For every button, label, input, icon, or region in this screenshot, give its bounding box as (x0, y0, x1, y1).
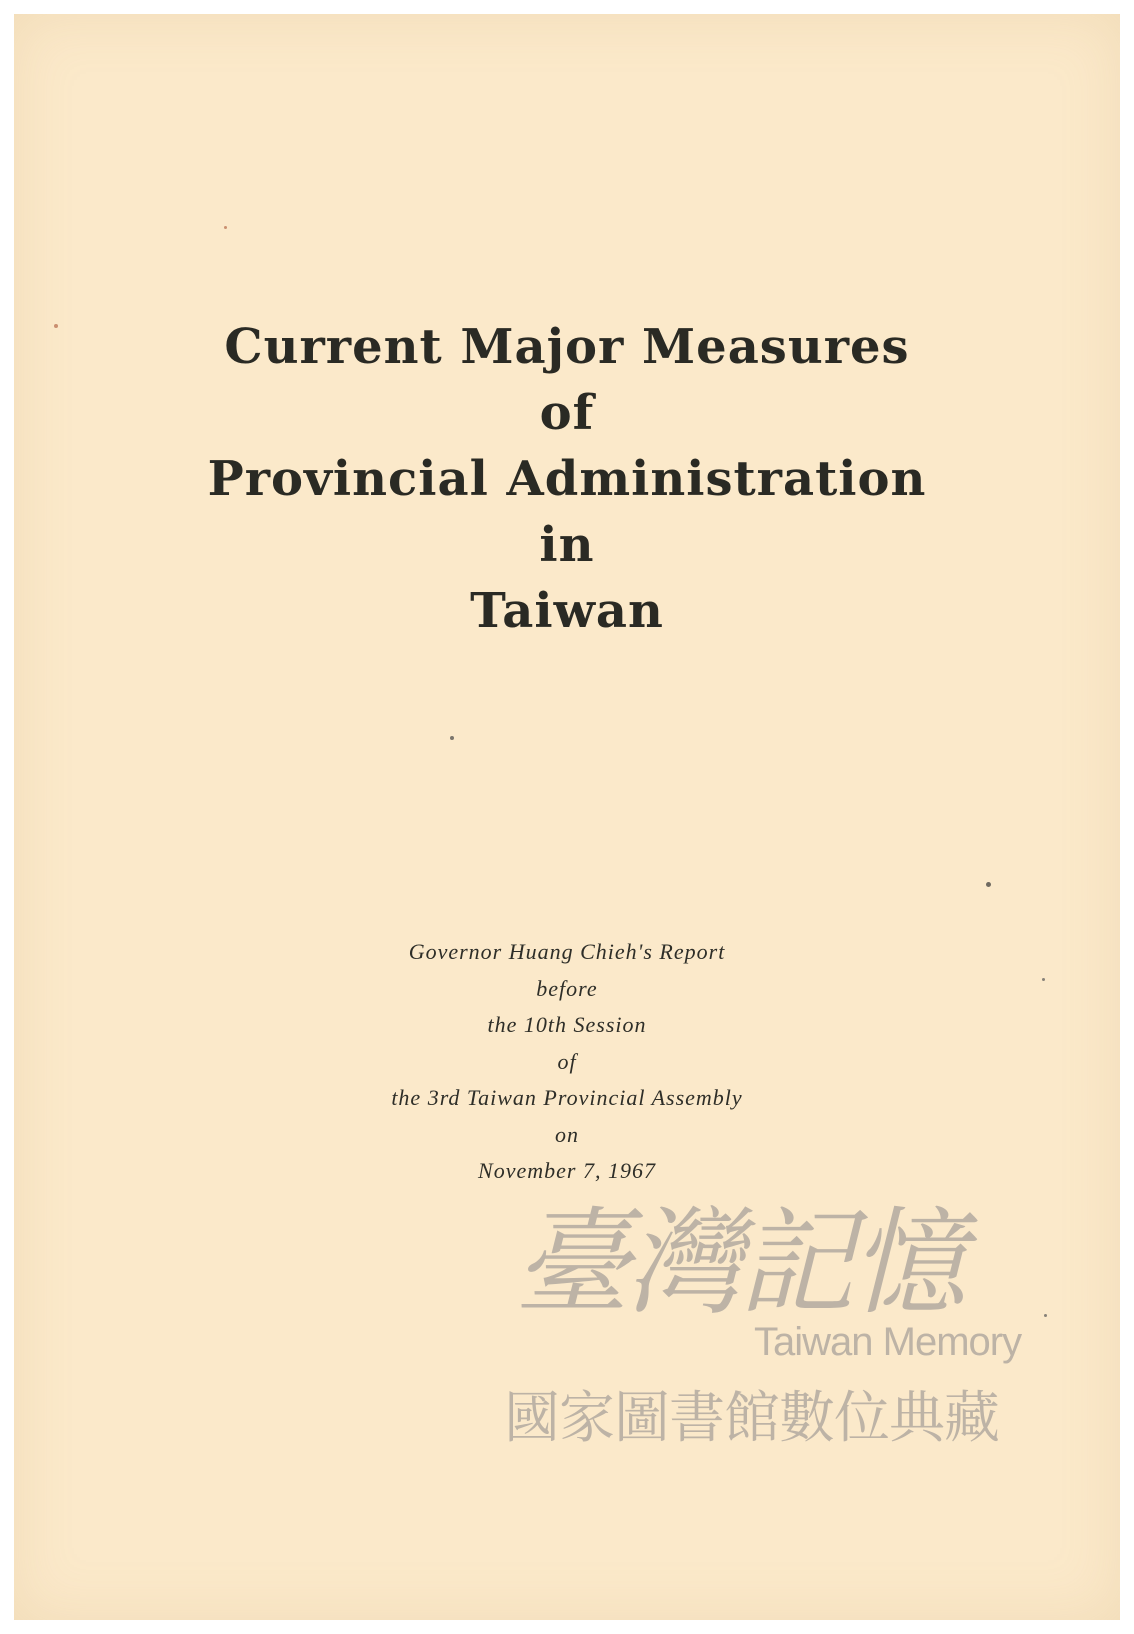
title-line-1: Current Major Measures (224, 319, 910, 375)
subtitle-line-3: the 10th Session (487, 1012, 647, 1037)
document-title (14, 314, 1120, 644)
paper-speck (224, 226, 227, 229)
paper-speck (1044, 1314, 1047, 1317)
title-line-5: Taiwan (470, 583, 664, 639)
document-page (14, 14, 1120, 1620)
paper-speck (1042, 978, 1045, 981)
watermark-chinese-main: 臺灣記憶 (514, 1196, 962, 1331)
subtitle-line-6: on (555, 1121, 579, 1147)
subtitle-line-5: the 3rd Taiwan Provincial Assembly (391, 1085, 743, 1110)
subtitle-line-7: November 7, 1967 (478, 1158, 656, 1183)
subtitle-line-1: Governor Huang Chieh's Report (408, 939, 726, 964)
taiwan-memory-watermark (504, 1194, 1024, 1464)
subtitle-line-2: before (536, 975, 598, 1001)
watermark-chinese-sub: 國家圖書館數位典藏 (504, 1386, 999, 1451)
paper-speck (450, 736, 454, 740)
watermark-english: Taiwan Memory (754, 1320, 1022, 1364)
title-line-3: Provincial Administration (207, 451, 927, 507)
report-subtitle (14, 934, 1120, 1190)
paper-speck (54, 324, 58, 328)
title-line-4: in (539, 517, 595, 573)
title-line-2: of (539, 385, 595, 441)
paper-speck (986, 882, 991, 887)
subtitle-line-4: of (557, 1048, 577, 1074)
